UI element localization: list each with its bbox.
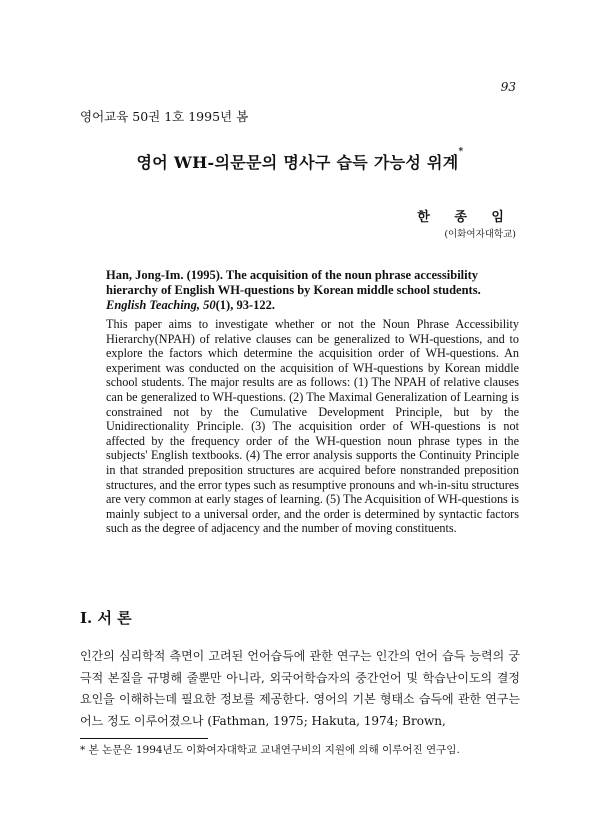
citation-issue-pages: (1), 93-122. xyxy=(215,298,276,313)
author-affiliation: (이화여자대학교) xyxy=(444,229,516,240)
author-name: 한 종 임 xyxy=(417,210,514,225)
citation xyxy=(106,268,518,314)
citation-text: Han, Jong-Im. (1995). The acquisition of the noun phrase accessibility hierarchy of English WH-questions by Korean middle school students. xyxy=(106,268,481,298)
title-text: 영어 WH-의문문의 명사구 습득 가능성 위계 xyxy=(136,153,459,172)
title-footnote-marker: * xyxy=(458,147,464,157)
article-title xyxy=(0,147,600,173)
footnote: * 본 논문은 1994년도 이화여자대학교 교내연구비의 지원에 의해 이루어진 연구임. xyxy=(80,744,460,756)
page-number: 93 xyxy=(500,80,516,94)
abstract: This paper aims to investigate whether or not the Noun Phrase Accessibility Hierarchy(NPAH) of relative clauses can be generalized to WH-questions, and to explore the factors which determine the acquisition order of WH-questions. An experiment was conducted on the acquisition of WH-questions by Korean middle school students. The major results are as follows: (1) The NPAH of relative clauses can be generalized to WH-questions. (2) The Maximal Generalization of Learning is constrained not by the Cumulative Development Principle, but by the Unidirectionality Principle. (3) The acquisition order of WH-questions is not affected by the frequency order of the WH-question noun phrase types in the subjects' English textbooks. (4) The error analysis supports the Continuity Principle in that stranded preposition structures are acquired before nonstranded preposition structures, and the error types such as resumptive pronouns and wh-in-situ structures are very common at early stages of learning. (5) The Acquisition of WH-questions is mainly subject to a universal order, and the order is determined by syntactic factors such as the degree of adjacency and the number of moving constituents. xyxy=(106,317,519,536)
section-heading: I. 서 론 xyxy=(80,609,132,627)
body-paragraph: 인간의 심리학적 측면이 고려된 언어습득에 관한 연구는 인간의 언어 습득 능력의 궁극적 본질을 규명해 줄뿐만 아니라, 외국어학습자의 중간언어 및 학습난이도의 결정요인을 이해하는데 필요한 정보를 제공한다. 영어의 기본 형태소 습득에 관한 연구는 어느 정도 이루어졌으나 (Fathman, 1975; Hakuta, 1974; Brown, xyxy=(80,649,520,728)
citation-journal: English Teaching, 50 xyxy=(106,298,216,313)
journal-info: 영어교육 50권 1호 1995년 봄 xyxy=(80,109,249,124)
footnote-divider xyxy=(80,738,208,739)
